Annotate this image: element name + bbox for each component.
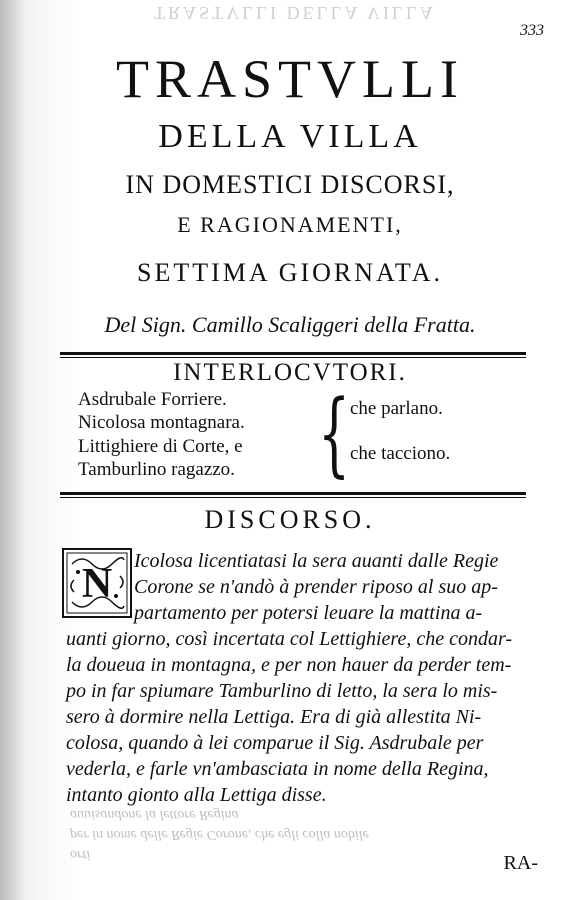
divider-rule bbox=[60, 357, 526, 358]
title-line-4: E RAGIONAMENTI, bbox=[177, 212, 403, 237]
author-line: Del Sign. Camillo Scaliggeri della Fratta. bbox=[104, 312, 476, 337]
body-text-line: uanti giorno, così incertata col Lettighiere, che condar- bbox=[66, 628, 513, 650]
body-text-line: vederla, e farle vn'ambasciata in nome della Regina, bbox=[66, 758, 489, 780]
interlocutori-heading: INTERLOCVTORI. bbox=[173, 359, 407, 386]
role-label: che parlano. bbox=[350, 398, 443, 419]
divider-rule bbox=[60, 497, 526, 498]
bleed-through-text: auuisandone la lettore Regina bbox=[70, 807, 239, 822]
body-text-line: po in far spiumare Tamburlino di letto, la sera lo mis- bbox=[66, 680, 498, 702]
body-text-line: intanto gionto alla Lettiga disse. bbox=[66, 784, 327, 806]
speaker-name: Tamburlino ragazzo. bbox=[78, 459, 235, 480]
body-text-line: Icolosa licentiatasi la sera auanti dalle Regie bbox=[134, 550, 499, 572]
catchword: RA- bbox=[503, 852, 538, 874]
curly-brace-icon: { bbox=[318, 380, 351, 487]
body-text-line: partamento per potersi leuare la mattina a- bbox=[134, 602, 483, 624]
speaker-name: Nicolosa montagnara. bbox=[78, 412, 245, 433]
title-line-3: IN DOMESTICI DISCORSI, bbox=[125, 170, 455, 199]
divider-rule bbox=[60, 352, 526, 355]
page-number: 333 bbox=[520, 22, 544, 39]
body-text-line: sero à dormire nella Lettiga. Era di già allestita Ni- bbox=[66, 706, 482, 728]
ornament-initial-icon bbox=[64, 550, 130, 616]
bleed-through-header: TRASTVLLI DELLA VILLA bbox=[154, 3, 436, 23]
body-text-line: colosa, quando à lei comparue il Sig. Asdrubale per bbox=[66, 732, 484, 754]
decorated-initial bbox=[62, 548, 132, 618]
title-line-1: TRASTVLLI bbox=[116, 49, 464, 109]
speaker-name: Littighiere di Corte, e bbox=[78, 436, 243, 457]
role-label: che tacciono. bbox=[350, 443, 451, 464]
body-text-line: Corone se n'andò à prender riposo al suo ap- bbox=[134, 576, 498, 598]
divider-rule bbox=[60, 492, 526, 495]
initial-letter: N bbox=[81, 561, 113, 607]
discorso-heading: DISCORSO. bbox=[204, 505, 376, 534]
body-text-line: la doueua in montagna, e per non hauer da perder tem- bbox=[66, 654, 512, 676]
bleed-through-text: per in nome delle Regie Corone, che egli colla nobile bbox=[70, 827, 369, 842]
bleed-through-text: orti bbox=[70, 847, 91, 862]
title-line-5: SETTIMA GIORNATA. bbox=[136, 258, 444, 287]
gutter-shadow bbox=[0, 0, 26, 900]
speaker-name: Asdrubale Forriere. bbox=[78, 389, 227, 410]
title-line-2: DELLA VILLA bbox=[158, 118, 422, 155]
